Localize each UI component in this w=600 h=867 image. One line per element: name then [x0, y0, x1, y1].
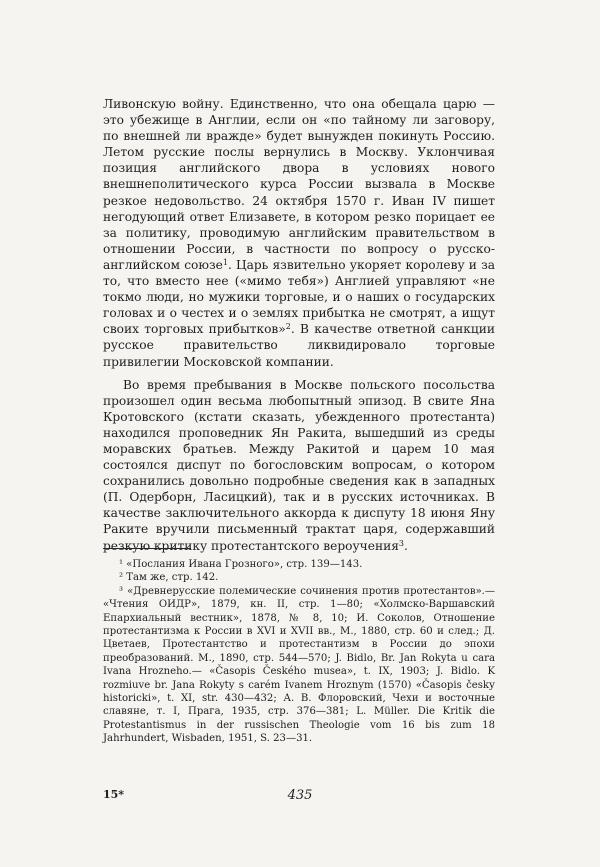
page-number: 435	[287, 788, 313, 803]
main-text	[103, 96, 495, 554]
footnotes	[103, 558, 495, 746]
paragraph-1-text-end: . В качестве ответной санкции русское правительство ликвидировало торговые привилегии Московской компании.	[103, 322, 495, 369]
footnote-2: ² Там же, стр. 142.	[119, 572, 219, 584]
footnote-ref-3: 3	[398, 538, 404, 548]
footnote-separator	[103, 548, 191, 549]
footnote-ref-1: 1	[222, 257, 228, 267]
paragraph-1-text: Ливонскую войну. Единственно, что она обещала царю — это убежище в Англии, если он «по тайному ли заговору, по внешней ли вражде» будет вынужден покинуть Россию. Летом русские послы вернулись в Москву. Уклончивая позиция английского двора в условиях нового внешнеполитического курса России вызвала в Москве резкое недовольство. 24 октября 1570 г. Иван IV пишет негодующий ответ Елизавете, в котором резко порицает ее за политику, проводимую английским правительством в отношении России, в частности по вопросу о русско-английском союзе	[103, 97, 495, 272]
paragraph-1	[103, 96, 495, 370]
signature-mark: 15*	[103, 788, 125, 801]
footnote-3: ³ «Древнерусские полемические сочинения против протестантов».— «Чтения ОИДР», 1879, кн. II, стр. 1—80; «Холмско-Варшавский Епархиальный вестник», 1878, № 8, 10; И. Соколов, Отношение протестантизма к России в XVI и XVII вв., М., 1880, стр. 60 и след.; Д. Цветаев, Протестантство и протестантизм в России до эпохи преобразований. М., 1890, стр. 544—570; J. Bidlo, Br. Jan Rokyta u cara Ivana Hrozneho.— «Časopis Českého musea», t. IX, 1903; J. Bidlo. K rozmiuve br. Jana Rokyty s carém Ivanem Hroznym (1570) «Časopis českу historicki», t. XI, str. 430—432; А. В. Флоровский, Чехи и восточные славяне, т. I, Прага, 1935, стр. 376—381; L. Müller. Die Kritik die Protestantismus in der russischen Theologie vom 16 bis zum 18 Jahrhundert, Wisbaden, 1951, S. 23—31.	[103, 585, 495, 745]
paragraph-2	[103, 377, 495, 554]
footnote-ref-2: 2	[285, 322, 291, 332]
footnote-1: ¹ «Послания Ивана Грозного», стр. 139—143.	[119, 559, 363, 570]
paragraph-1-text-cont: . Царь язвительно укоряет королеву и за то, что вместо нее («мимо тебя») Англией управляют «не токмо люди, но мужики торговые, и о наших о государских головах и о честех и о землях прибытка не смотрят, а ищут своих торговых прибытков»	[103, 257, 495, 337]
paragraph-2-end: .	[403, 538, 408, 553]
paragraph-2-text: Во время пребывания в Москве польского посольства произошел один весьма любопытный эпизод. В свите Яна Кротовского (кстати сказать, убежденного протестанта) находился проповедник Ян Ракита, вышедший из среды моравских братьев. Между Ракитой и царем 10 мая состоялся диспут по богословским вопросам, о котором сохранились довольно подробные сведения как в западных (П. Одерборн, Ласицкий), так и в русских источниках. В качестве заключительного аккорда к диспуту 18 июня Яну Раките вручили письменный трактат царя, содержавший резкую критику протестантского вероучения	[103, 377, 495, 553]
